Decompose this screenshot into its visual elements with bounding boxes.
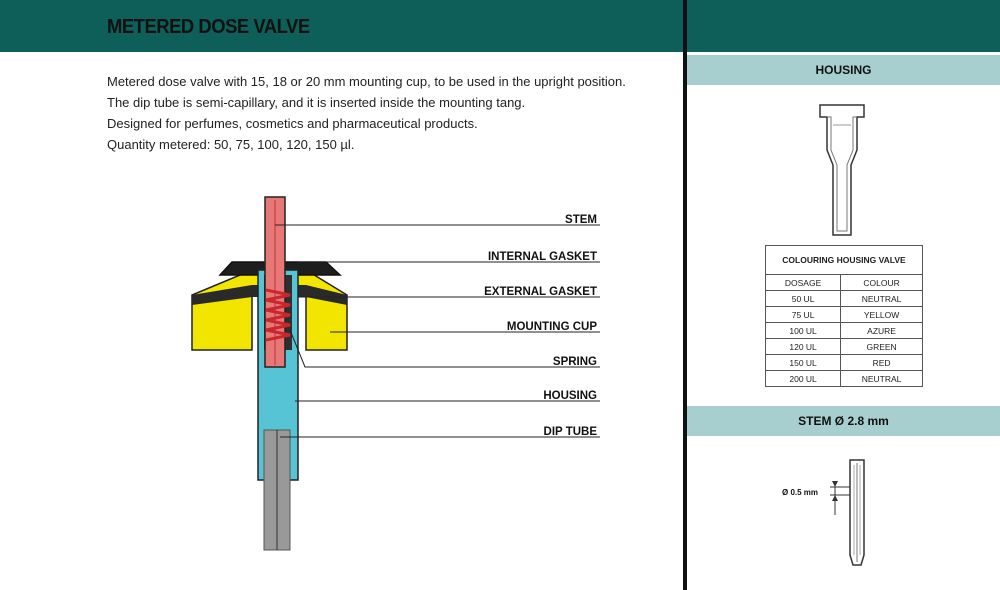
- right-header-bar: [687, 0, 1000, 52]
- dosage-cell: 100 UL: [766, 323, 841, 339]
- colour-cell: NEUTRAL: [841, 371, 923, 387]
- table-row: [766, 371, 923, 387]
- table-row: [766, 355, 923, 371]
- description-line: The dip tube is semi-capillary, and it is inserted inside the mounting tang.: [107, 95, 526, 110]
- colour-cell: NEUTRAL: [841, 291, 923, 307]
- dosage-cell: 50 UL: [766, 291, 841, 307]
- colouring-table: [765, 245, 923, 387]
- table-row: [766, 323, 923, 339]
- colour-cell: AZURE: [841, 323, 923, 339]
- right-panel: [687, 0, 1000, 590]
- housing-drawing: [687, 95, 1000, 255]
- table-row: [766, 291, 923, 307]
- description-line: Metered dose valve with 15, 18 or 20 mm mounting cup, to be used in the upright position.: [107, 74, 626, 89]
- dosage-cell: 150 UL: [766, 355, 841, 371]
- stem-dimension: Ø 0.5 mm: [782, 488, 819, 497]
- stem-drawing: [687, 445, 1000, 585]
- dosage-cell: 120 UL: [766, 339, 841, 355]
- label-housing: HOUSING: [543, 390, 597, 402]
- colour-cell: RED: [841, 355, 923, 371]
- label-external-gasket: EXTERNAL GASKET: [484, 286, 597, 298]
- housing-heading: HOUSING: [687, 55, 1000, 85]
- dosage-cell: 200 UL: [766, 371, 841, 387]
- label-dip-tube: DIP TUBE: [543, 426, 597, 438]
- table-header: DOSAGE: [766, 275, 841, 291]
- label-spring: SPRING: [552, 356, 597, 368]
- label-internal-gasket: INTERNAL GASKET: [487, 251, 597, 263]
- table-row: [766, 339, 923, 355]
- label-mounting-cup: MOUNTING CUP: [506, 321, 597, 333]
- dosage-cell: 75 UL: [766, 307, 841, 323]
- label-stem: STEM: [565, 214, 597, 226]
- description-line: Quantity metered: 50, 75, 100, 120, 150 µl.: [107, 137, 355, 152]
- table-row: [766, 307, 923, 323]
- table-header: COLOUR: [841, 275, 923, 291]
- page-title: METERED DOSE VALVE: [107, 16, 310, 38]
- colour-cell: YELLOW: [841, 307, 923, 323]
- description-line: Designed for perfumes, cosmetics and pharmaceutical products.: [107, 116, 478, 131]
- table-caption: COLOURING HOUSING VALVE: [766, 246, 923, 275]
- stem-heading: STEM Ø 2.8 mm: [687, 406, 1000, 436]
- colour-cell: GREEN: [841, 339, 923, 355]
